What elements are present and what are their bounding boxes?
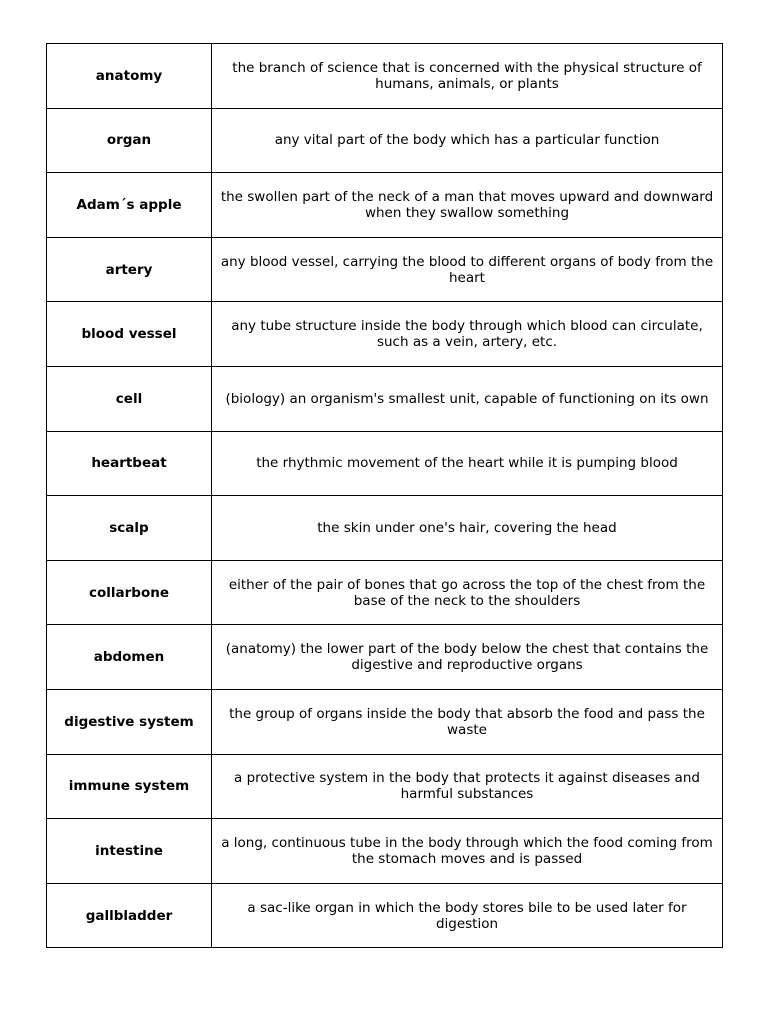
term-cell: gallbladder	[47, 883, 212, 948]
table-row	[47, 689, 723, 754]
definition-cell: the rhythmic movement of the heart while it is pumping blood	[212, 431, 723, 496]
term-cell: scalp	[47, 496, 212, 561]
table-row	[47, 302, 723, 367]
definition-cell: (anatomy) the lower part of the body below the chest that contains the digestive and reproductive organs	[212, 625, 723, 690]
table-row	[47, 625, 723, 690]
term-cell: artery	[47, 237, 212, 302]
definition-cell: either of the pair of bones that go across the top of the chest from the base of the neck to the shoulders	[212, 560, 723, 625]
definition-cell: a sac-like organ in which the body stores bile to be used later for digestion	[212, 883, 723, 948]
table-row	[47, 431, 723, 496]
term-cell: abdomen	[47, 625, 212, 690]
table-row	[47, 44, 723, 109]
term-cell: anatomy	[47, 44, 212, 109]
vocabulary-table	[46, 43, 723, 948]
table-row	[47, 883, 723, 948]
table-row	[47, 819, 723, 884]
definition-cell: the group of organs inside the body that absorb the food and pass the waste	[212, 689, 723, 754]
term-cell: organ	[47, 108, 212, 173]
term-cell: collarbone	[47, 560, 212, 625]
table-row	[47, 108, 723, 173]
term-cell: immune system	[47, 754, 212, 819]
definition-cell: any tube structure inside the body through which blood can circulate, such as a vein, artery, etc.	[212, 302, 723, 367]
term-cell: digestive system	[47, 689, 212, 754]
table-row	[47, 560, 723, 625]
table-row	[47, 173, 723, 238]
table-row	[47, 496, 723, 561]
definition-cell: a protective system in the body that protects it against diseases and harmful substances	[212, 754, 723, 819]
definition-cell: any vital part of the body which has a particular function	[212, 108, 723, 173]
term-cell: cell	[47, 366, 212, 431]
table-row	[47, 237, 723, 302]
term-cell: Adam´s apple	[47, 173, 212, 238]
table-row	[47, 754, 723, 819]
term-cell: blood vessel	[47, 302, 212, 367]
definition-cell: the swollen part of the neck of a man that moves upward and downward when they swallow something	[212, 173, 723, 238]
definition-cell: (biology) an organism's smallest unit, capable of functioning on its own	[212, 366, 723, 431]
term-cell: heartbeat	[47, 431, 212, 496]
definition-cell: the skin under one's hair, covering the head	[212, 496, 723, 561]
table-row	[47, 366, 723, 431]
term-cell: intestine	[47, 819, 212, 884]
definition-cell: a long, continuous tube in the body through which the food coming from the stomach moves and is passed	[212, 819, 723, 884]
definition-cell: the branch of science that is concerned with the physical structure of humans, animals, or plants	[212, 44, 723, 109]
definition-cell: any blood vessel, carrying the blood to different organs of body from the heart	[212, 237, 723, 302]
